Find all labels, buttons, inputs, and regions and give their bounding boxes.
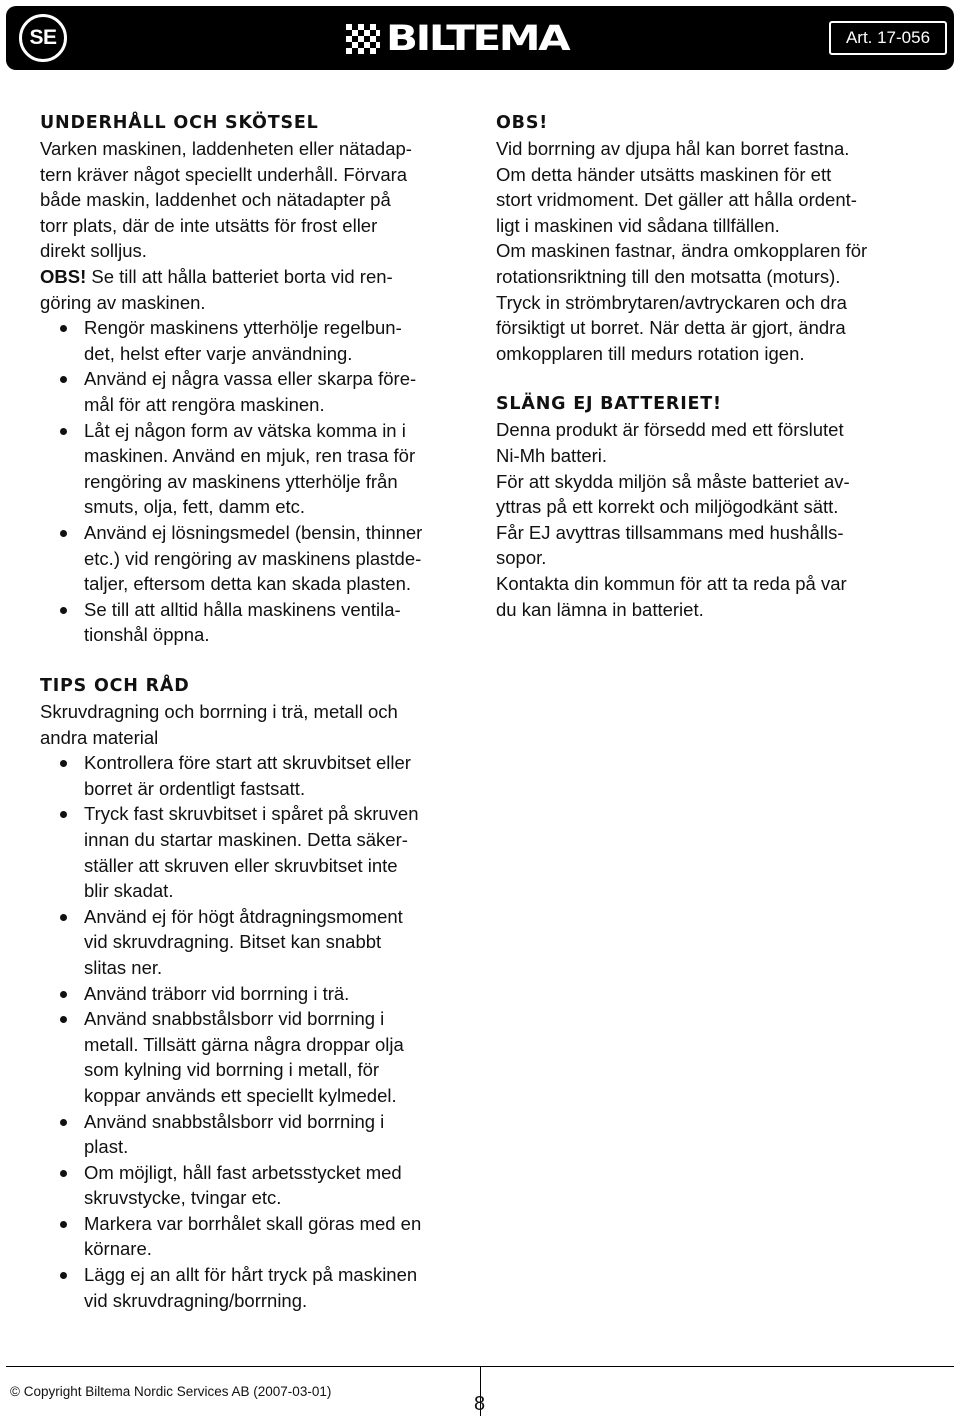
list-item: [40, 1160, 480, 1211]
list-item-line: maskinen. Använd en mjuk, ren trasa för: [84, 445, 416, 467]
brand-logo: [346, 19, 569, 59]
obs-line: rotationsriktning till den motsatta (moturs).: [496, 265, 841, 287]
list-item-line: Markera var borrhålet skall göras med en: [84, 1212, 422, 1234]
obs-note: [40, 264, 480, 290]
battery-heading: SLÄNG EJ BATTERIET!: [496, 394, 722, 415]
list-item-line: Använd ej lösningsmedel (bensin, thinner: [84, 521, 423, 543]
obs-line: omkopplaren till medurs rotation igen.: [496, 342, 805, 364]
obs-line: ligt i maskinen vid sådana tillfällen.: [496, 214, 780, 236]
list-item: [40, 904, 480, 981]
battery-line: Kontakta din kommun för att ta reda på var: [496, 572, 847, 594]
obs-text: göring av maskinen.: [40, 291, 206, 313]
list-item-line: skruvstycke, tvingar etc.: [84, 1187, 282, 1209]
obs-line: Tryck in strömbrytaren/avtryckaren och dra: [496, 291, 847, 313]
list-item-line: Om möjligt, håll fast arbetsstycket med: [84, 1161, 402, 1183]
obs-text: Se till att hålla batteriet borta vid ren-: [86, 265, 393, 287]
maintenance-intro-line: Varken maskinen, laddenheten eller nätadap-: [40, 138, 412, 159]
list-item-line: borret är ordentligt fastsatt.: [84, 777, 306, 799]
obs-line: Om detta händer utsätts maskinen för ett: [496, 163, 832, 185]
list-item-line: det, helst efter varje användning.: [84, 342, 353, 364]
list-item: [40, 520, 480, 597]
right-column: [496, 110, 936, 622]
copyright-notice: © Copyright Biltema Nordic Services AB (2007-03-01): [10, 1384, 332, 1399]
list-item-line: Se till att alltid hålla maskinens ventila-: [84, 598, 401, 620]
obs-heading: OBS!: [496, 113, 548, 133]
list-item-line: taljer, eftersom detta kan skada plasten.: [84, 573, 412, 595]
page-number: 8: [474, 1393, 486, 1415]
obs-line: Om maskinen fastnar, ändra omkopplaren för: [496, 240, 868, 262]
list-item-line: Kontrollera före start att skruvbitset eller: [84, 752, 411, 774]
list-item: [40, 801, 480, 903]
tips-intro-line: andra material: [40, 726, 159, 748]
list-item-line: Använd träborr vid borrning i trä.: [84, 982, 350, 1004]
list-item-line: vid skruvdragning/borrning.: [84, 1289, 308, 1311]
battery-line: yttras på ett korrekt och miljögodkänt sätt.: [496, 496, 839, 518]
tips-section: [40, 673, 480, 1313]
list-item: [40, 750, 480, 801]
maintenance-section: [40, 110, 480, 648]
list-item-line: Tryck fast skruvbitset i spåret på skruven: [84, 803, 419, 825]
list-item-line: mål för att rengöra maskinen.: [84, 393, 325, 415]
maintenance-list: [40, 315, 480, 648]
list-item: [40, 1262, 480, 1313]
list-item-line: etc.) vid rengöring av maskinens plastde-: [84, 547, 422, 569]
battery-line: Får EJ avyttras tillsammans med hushålls-: [496, 521, 844, 543]
list-item-line: metall. Tillsätt gärna några droppar olja: [84, 1033, 404, 1055]
list-item: [40, 366, 480, 417]
list-item-line: plast.: [84, 1136, 129, 1158]
battery-line: För att skydda miljön så måste batteriet av-: [496, 470, 850, 492]
list-item-line: Använd ej för högt åtdragningsmoment: [84, 905, 403, 927]
obs-line: försiktigt ut borret. När detta är gjort, ändra: [496, 317, 846, 339]
list-item-line: koppar används ett speciellt kylmedel.: [84, 1084, 397, 1106]
battery-line: sopor.: [496, 547, 547, 569]
list-item: [40, 1006, 480, 1108]
battery-line: Ni-Mh batteri.: [496, 444, 608, 466]
battery-line: du kan lämna in batteriet.: [496, 598, 704, 620]
checkered-flag-icon: [346, 24, 380, 54]
obs-label: OBS!: [40, 265, 87, 287]
list-item-line: blir skadat.: [84, 880, 174, 902]
list-item: [40, 1109, 480, 1160]
list-item-line: Använd snabbstålsborr vid borrning i: [84, 1008, 385, 1030]
list-item-line: som kylning vid borrning i metall, för: [84, 1059, 380, 1081]
section-gap: [496, 366, 936, 391]
tips-heading: TIPS OCH RÅD: [40, 676, 190, 696]
maintenance-intro-line: både maskin, laddenhet och nätadapter på: [40, 189, 391, 211]
tips-intro-line: Skruvdragning och borrning i trä, metall och: [40, 701, 398, 722]
list-item: [40, 315, 480, 366]
obs-line: Vid borrning av djupa hål kan borret fastna.: [496, 138, 850, 159]
list-item-line: tionshål öppna.: [84, 624, 210, 646]
list-item-line: Låt ej någon form av vätska komma in i: [84, 419, 406, 441]
list-item-line: Rengör maskinens ytterhölje regelbun-: [84, 317, 402, 339]
list-item-line: Använd ej några vassa eller skarpa före-: [84, 368, 417, 390]
tips-list: [40, 750, 480, 1313]
list-item: [40, 597, 480, 648]
maintenance-intro-line: tern kräver något speciellt underhåll. Förvara: [40, 163, 408, 185]
list-item-line: rengöring av maskinens ytterhölje från: [84, 470, 398, 492]
list-item-line: vid skruvdragning. Bitset kan snabbt: [84, 931, 382, 953]
list-item-line: körnare.: [84, 1238, 152, 1260]
list-item-line: Lägg ej an allt för hårt tryck på maskinen: [84, 1264, 418, 1286]
brand-name: BILTEMA: [386, 19, 569, 59]
list-item-line: ställer att skruven eller skruvbitset inte: [84, 854, 398, 876]
list-item: [40, 418, 480, 520]
battery-line: Denna produkt är försedd med ett förslutet: [496, 419, 844, 441]
language-badge: SE: [19, 14, 67, 62]
maintenance-heading: UNDERHÅLL OCH SKÖTSEL: [40, 113, 319, 133]
obs-line: stort vridmoment. Det gäller att hålla ordent-: [496, 189, 857, 211]
list-item-line: innan du startar maskinen. Detta säker-: [84, 828, 408, 850]
article-number: Art. 17-056: [829, 21, 947, 55]
list-item-line: Använd snabbstålsborr vid borrning i: [84, 1110, 385, 1132]
maintenance-intro-line: direkt solljus.: [40, 240, 147, 262]
list-item: [40, 1211, 480, 1262]
maintenance-intro-line: torr plats, där de inte utsätts för frost eller: [40, 214, 378, 236]
list-item-line: slitas ner.: [84, 956, 163, 978]
list-item: [40, 981, 480, 1007]
page-header: [6, 6, 954, 70]
list-item-line: smuts, olja, fett, damm etc.: [84, 496, 306, 518]
